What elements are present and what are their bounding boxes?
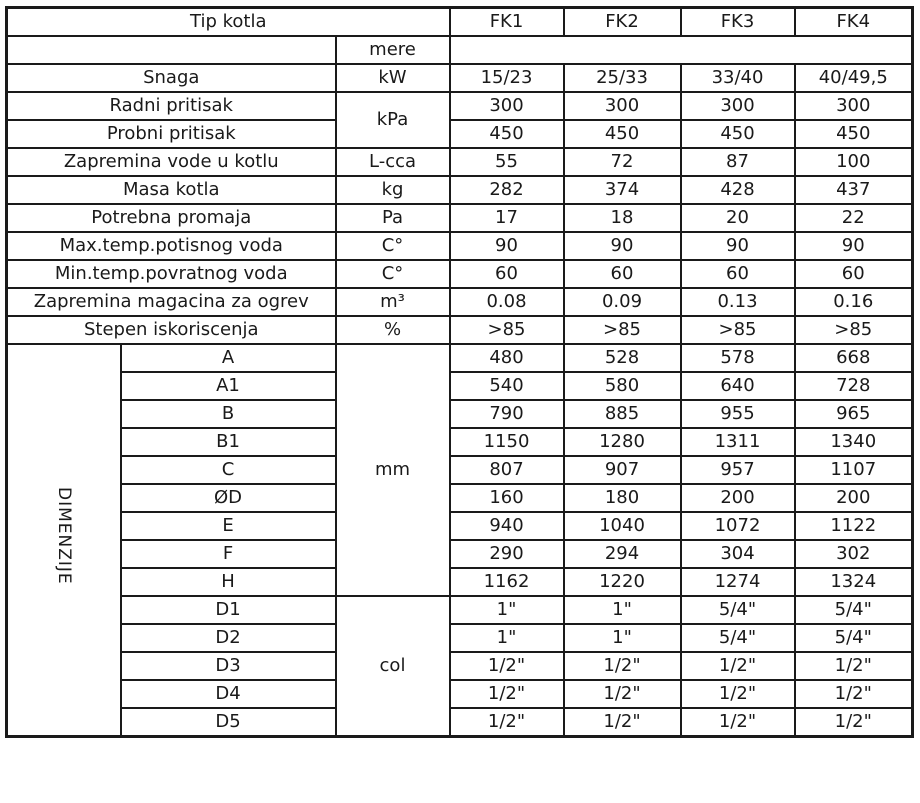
dimension-row: [7, 484, 913, 512]
units-header-row: [7, 36, 913, 64]
row-unit: kPa: [336, 92, 450, 148]
spec-row: [7, 316, 913, 344]
connection-row: [7, 624, 913, 652]
connection-label: D2: [121, 624, 336, 652]
value-cell: 25/33: [564, 64, 681, 92]
value-cell: 374: [564, 176, 681, 204]
row-unit: Pa: [336, 204, 450, 232]
dimension-label: B: [121, 400, 336, 428]
dimension-row: [7, 344, 913, 372]
value-cell: 580: [564, 372, 681, 400]
value-cell: 302: [795, 540, 913, 568]
value-cell: 20: [681, 204, 795, 232]
value-cell: 1/2": [795, 680, 913, 708]
blank-cell: [450, 36, 913, 64]
value-cell: 90: [564, 232, 681, 260]
value-cell: 17: [450, 204, 564, 232]
value-cell: 160: [450, 484, 564, 512]
row-label: Max.temp.potisnog voda: [7, 232, 336, 260]
dimension-row: [7, 372, 913, 400]
row-label: Min.temp.povratnog voda: [7, 260, 336, 288]
value-cell: 965: [795, 400, 913, 428]
value-cell: 940: [450, 512, 564, 540]
dimension-label: ØD: [121, 484, 336, 512]
value-cell: 5/4": [795, 596, 913, 624]
row-unit: %: [336, 316, 450, 344]
value-cell: 100: [795, 148, 913, 176]
value-cell: 790: [450, 400, 564, 428]
row-unit: kg: [336, 176, 450, 204]
value-cell: 1/2": [681, 652, 795, 680]
spec-row: [7, 288, 913, 316]
value-cell: 1/2": [681, 680, 795, 708]
value-cell: 450: [681, 120, 795, 148]
model-fk4: FK4: [795, 8, 913, 37]
dimension-row: [7, 540, 913, 568]
row-label: Probni pritisak: [7, 120, 336, 148]
row-unit: C°: [336, 232, 450, 260]
row-label: Masa kotla: [7, 176, 336, 204]
value-cell: 1/2": [681, 708, 795, 737]
value-cell: 1/2": [564, 652, 681, 680]
dimension-label: H: [121, 568, 336, 596]
value-cell: 1/2": [564, 680, 681, 708]
row-label: Radni pritisak: [7, 92, 336, 120]
value-cell: 33/40: [681, 64, 795, 92]
value-cell: 60: [795, 260, 913, 288]
row-label: Potrebna promaja: [7, 204, 336, 232]
value-cell: 18: [564, 204, 681, 232]
value-cell: 1/2": [795, 708, 913, 737]
value-cell: 957: [681, 456, 795, 484]
value-cell: 807: [450, 456, 564, 484]
value-cell: 87: [681, 148, 795, 176]
connection-label: D1: [121, 596, 336, 624]
dimension-label: A1: [121, 372, 336, 400]
spec-row: [7, 232, 913, 260]
dimension-row: [7, 512, 913, 540]
value-cell: 955: [681, 400, 795, 428]
value-cell: 1324: [795, 568, 913, 596]
row-label: Stepen iskoriscenja: [7, 316, 336, 344]
value-cell: 640: [681, 372, 795, 400]
connection-label: D3: [121, 652, 336, 680]
value-cell: 294: [564, 540, 681, 568]
row-label: Zapremina magacina za ogrev: [7, 288, 336, 316]
value-cell: 450: [795, 120, 913, 148]
value-cell: 290: [450, 540, 564, 568]
value-cell: 450: [564, 120, 681, 148]
spec-row: [7, 204, 913, 232]
connection-label: D4: [121, 680, 336, 708]
value-cell: 1072: [681, 512, 795, 540]
spec-row: [7, 92, 913, 120]
value-cell: 885: [564, 400, 681, 428]
value-cell: 1": [450, 624, 564, 652]
value-cell: 728: [795, 372, 913, 400]
value-cell: 1": [564, 624, 681, 652]
row-label: Zapremina vode u kotlu: [7, 148, 336, 176]
value-cell: 0.16: [795, 288, 913, 316]
boiler-spec-table: [5, 6, 914, 738]
spec-row: [7, 148, 913, 176]
connection-row: [7, 708, 913, 737]
value-cell: 304: [681, 540, 795, 568]
value-cell: 55: [450, 148, 564, 176]
row-unit: kW: [336, 64, 450, 92]
value-cell: 1/2": [450, 680, 564, 708]
value-cell: 22: [795, 204, 913, 232]
dimension-label: B1: [121, 428, 336, 456]
spec-row: [7, 260, 913, 288]
model-fk1: FK1: [450, 8, 564, 37]
dimensions-group-label: [7, 344, 121, 737]
model-fk2: FK2: [564, 8, 681, 37]
value-cell: 90: [795, 232, 913, 260]
col-unit: col: [336, 596, 450, 737]
value-cell: 300: [564, 92, 681, 120]
value-cell: 1040: [564, 512, 681, 540]
value-cell: >85: [450, 316, 564, 344]
row-unit: m³: [336, 288, 450, 316]
dimension-row: [7, 456, 913, 484]
value-cell: 1280: [564, 428, 681, 456]
connection-row: [7, 596, 913, 624]
value-cell: 1/2": [795, 652, 913, 680]
value-cell: 60: [450, 260, 564, 288]
value-cell: 437: [795, 176, 913, 204]
dimension-label: E: [121, 512, 336, 540]
connection-row: [7, 652, 913, 680]
value-cell: 40/49,5: [795, 64, 913, 92]
spec-row: [7, 176, 913, 204]
spec-row: [7, 120, 913, 148]
value-cell: 90: [681, 232, 795, 260]
value-cell: 528: [564, 344, 681, 372]
connection-label: D5: [121, 708, 336, 737]
value-cell: 428: [681, 176, 795, 204]
value-cell: 907: [564, 456, 681, 484]
model-fk3: FK3: [681, 8, 795, 37]
value-cell: 1150: [450, 428, 564, 456]
value-cell: 90: [450, 232, 564, 260]
value-cell: 0.09: [564, 288, 681, 316]
row-label: Snaga: [7, 64, 336, 92]
spec-table-body: [7, 8, 913, 737]
value-cell: 282: [450, 176, 564, 204]
value-cell: 200: [795, 484, 913, 512]
row-unit: C°: [336, 260, 450, 288]
connection-row: [7, 680, 913, 708]
value-cell: 15/23: [450, 64, 564, 92]
value-cell: 1274: [681, 568, 795, 596]
value-cell: >85: [795, 316, 913, 344]
mm-unit: mm: [336, 344, 450, 596]
value-cell: 0.13: [681, 288, 795, 316]
value-cell: 300: [681, 92, 795, 120]
value-cell: 1/2": [450, 708, 564, 737]
row-unit: L-cca: [336, 148, 450, 176]
value-cell: 60: [564, 260, 681, 288]
dimension-label: A: [121, 344, 336, 372]
value-cell: 200: [681, 484, 795, 512]
value-cell: 300: [795, 92, 913, 120]
value-cell: 1107: [795, 456, 913, 484]
spec-row: [7, 64, 913, 92]
dimension-row: [7, 428, 913, 456]
value-cell: >85: [564, 316, 681, 344]
value-cell: >85: [681, 316, 795, 344]
value-cell: 5/4": [681, 596, 795, 624]
dimension-label: F: [121, 540, 336, 568]
blank-cell: [7, 36, 336, 64]
value-cell: 1340: [795, 428, 913, 456]
value-cell: 5/4": [795, 624, 913, 652]
value-cell: 1/2": [564, 708, 681, 737]
value-cell: 300: [450, 92, 564, 120]
header-row: [7, 8, 913, 37]
value-cell: 578: [681, 344, 795, 372]
value-cell: 1122: [795, 512, 913, 540]
dimension-row: [7, 400, 913, 428]
value-cell: 450: [450, 120, 564, 148]
dimension-row: [7, 568, 913, 596]
value-cell: 1": [450, 596, 564, 624]
value-cell: 480: [450, 344, 564, 372]
header-label: Tip kotla: [7, 8, 450, 37]
value-cell: 1311: [681, 428, 795, 456]
value-cell: 180: [564, 484, 681, 512]
value-cell: 1": [564, 596, 681, 624]
value-cell: 540: [450, 372, 564, 400]
dimension-label: C: [121, 456, 336, 484]
dimensions-label-text: DIMENZIJE: [53, 487, 74, 585]
value-cell: 72: [564, 148, 681, 176]
value-cell: 1220: [564, 568, 681, 596]
units-header: mere: [336, 36, 450, 64]
value-cell: 1/2": [450, 652, 564, 680]
value-cell: 668: [795, 344, 913, 372]
value-cell: 60: [681, 260, 795, 288]
value-cell: 5/4": [681, 624, 795, 652]
value-cell: 1162: [450, 568, 564, 596]
value-cell: 0.08: [450, 288, 564, 316]
